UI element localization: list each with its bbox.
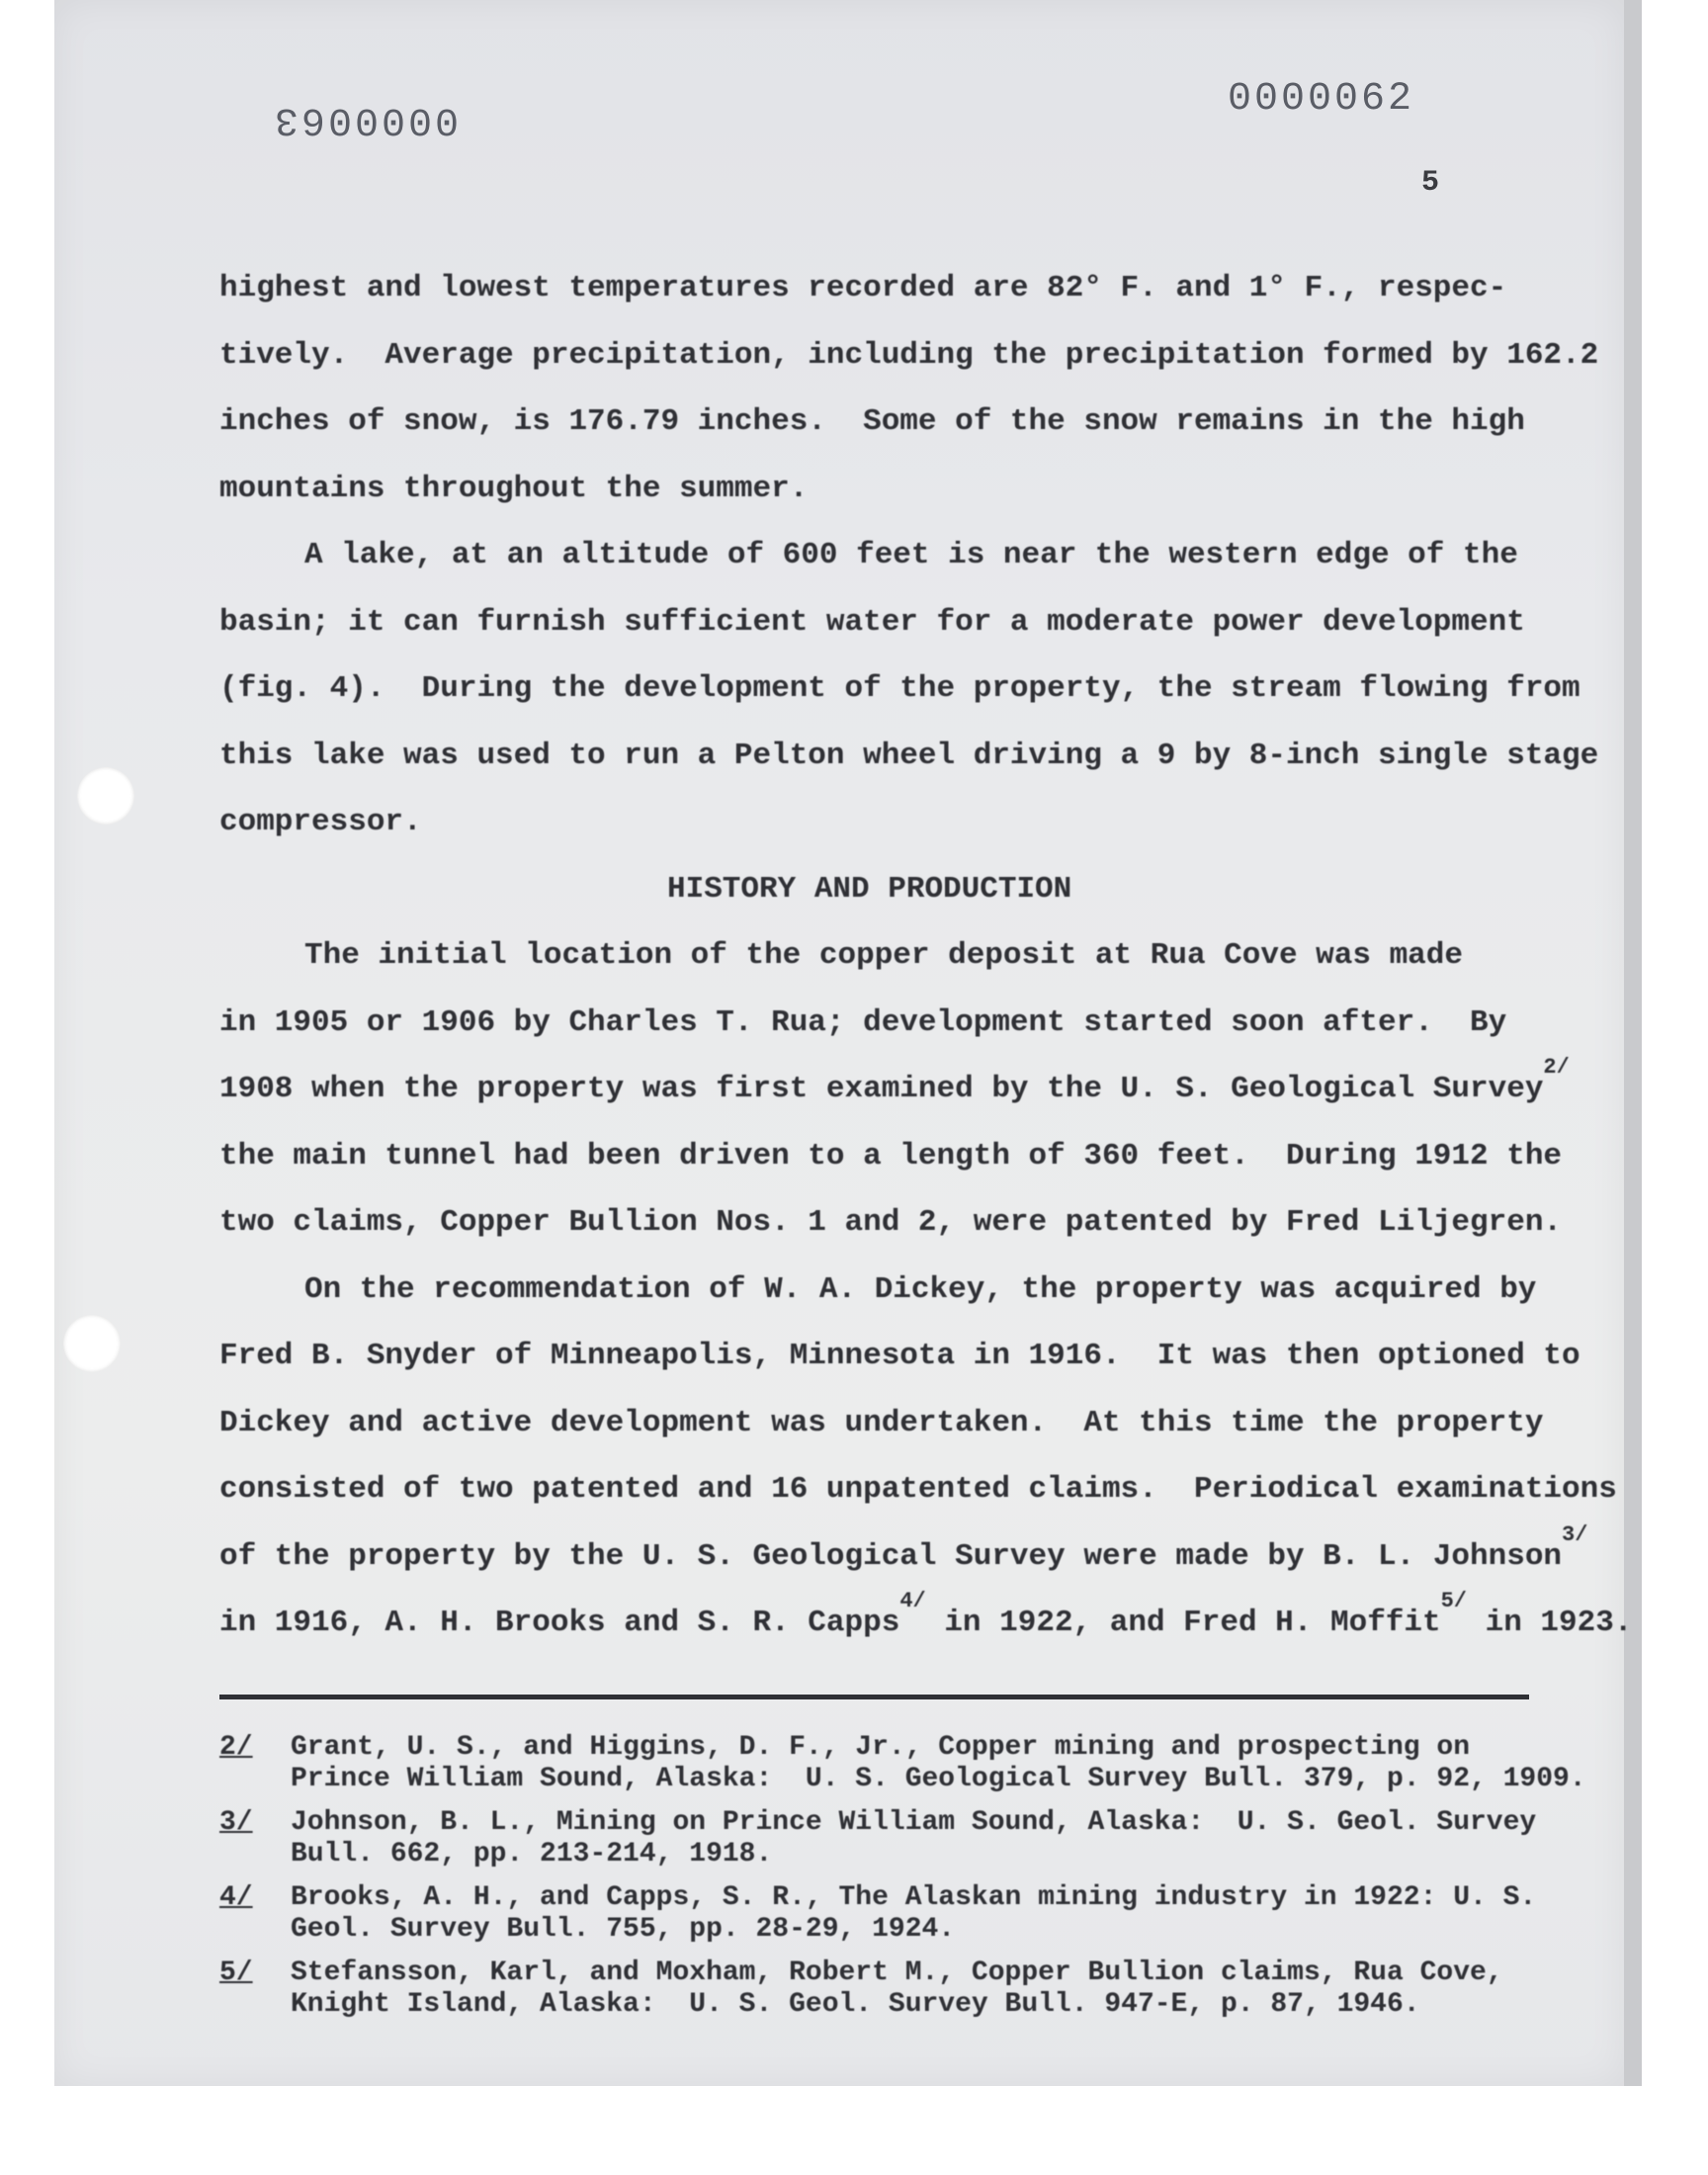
page-number: 5 bbox=[1421, 166, 1440, 200]
paragraph-line: A lake, at an altitude of 600 feet is near the western edge of the bbox=[304, 538, 1518, 572]
paragraph-line bbox=[219, 1055, 1570, 1127]
paragraph-line: two claims, Copper Bullion Nos. 1 and 2, were patented by Fred Liljegren. bbox=[219, 1205, 1563, 1240]
footnote-ref: 4/ bbox=[899, 1589, 926, 1613]
paragraph-line: Fred B. Snyder of Minneapolis, Minnesota in 1916. It was then optioned to bbox=[219, 1339, 1580, 1373]
footnote-text bbox=[291, 1807, 1603, 1870]
footnote-text bbox=[291, 1958, 1603, 2021]
paragraph-line: tively. Average precipitation, including the precipitation formed by 162.2 bbox=[219, 337, 1599, 373]
footnote-line: Prince William Sound, Alaska: U. S. Geological Survey Bull. 379, p. 92, 1909. bbox=[291, 1764, 1586, 1794]
section-heading: HISTORY AND PRODUCTION bbox=[667, 871, 1072, 907]
footnote bbox=[219, 1882, 1603, 1946]
paragraph-line: this lake was used to run a Pelton wheel driving a 9 by 8-inch single stage bbox=[219, 738, 1599, 773]
paragraph-line: The initial location of the copper deposit at Rua Cove was made bbox=[304, 938, 1463, 973]
paragraph-line: (fig. 4). During the development of the property, the stream flowing from bbox=[219, 671, 1580, 706]
paragraph-line: Dickey and active development was undertaken. At this time the property bbox=[219, 1405, 1544, 1440]
line-text: in 1922, and Fred H. Moffit bbox=[925, 1606, 1441, 1640]
body-text bbox=[219, 259, 1633, 1661]
punch-hole-lower bbox=[63, 1315, 121, 1372]
footnote-ref: 3/ bbox=[1562, 1522, 1588, 1547]
paragraph-line bbox=[219, 1589, 1633, 1661]
paragraph-line bbox=[219, 1522, 1588, 1595]
paragraph-line: compressor. bbox=[219, 805, 422, 839]
footnote-number: 3/ bbox=[219, 1807, 253, 1838]
paragraph-line: inches of snow, is 176.79 inches. Some of the snow remains in the high bbox=[219, 404, 1525, 439]
line-text: of the property by the U. S. Geological Survey were made by B. L. Johnson bbox=[219, 1538, 1563, 1574]
scan-edge bbox=[1624, 0, 1642, 2086]
serial-number: 0000062 bbox=[1228, 77, 1415, 122]
footnote-line: Geol. Survey Bull. 755, pp. 28-29, 1924. bbox=[291, 1914, 956, 1945]
footnote bbox=[219, 1958, 1603, 2021]
footnote-text bbox=[291, 1732, 1603, 1795]
footnote-ref: 2/ bbox=[1543, 1055, 1570, 1080]
footnote-ref: 5/ bbox=[1440, 1589, 1468, 1613]
punch-hole-upper bbox=[77, 767, 134, 825]
paragraph-line: in 1905 or 1906 by Charles T. Rua; development started soon after. By bbox=[219, 1004, 1507, 1040]
serial-number-inverted: 0000063 bbox=[272, 97, 460, 141]
paragraph-line: consisted of two patented and 16 unpatented claims. Periodical examinations bbox=[219, 1472, 1617, 1507]
paragraph-line: highest and lowest temperatures recorded are 82° F. and 1° F., respec- bbox=[219, 271, 1507, 305]
footnote bbox=[219, 1732, 1603, 1795]
footnote bbox=[219, 1807, 1603, 1870]
line-text: in 1916, A. H. Brooks and S. R. Capps bbox=[219, 1606, 900, 1640]
footnote-divider bbox=[219, 1695, 1529, 1699]
footnote-line: Knight Island, Alaska: U. S. Geol. Survey Bull. 947-E, p. 87, 1946. bbox=[291, 1989, 1420, 2020]
paragraph-line: basin; it can furnish sufficient water for a moderate power development bbox=[219, 604, 1525, 640]
paragraph-line: On the recommendation of W. A. Dickey, the property was acquired by bbox=[304, 1271, 1537, 1307]
line-text: in 1923. bbox=[1467, 1606, 1633, 1640]
footnote-number: 5/ bbox=[219, 1958, 253, 1988]
footnote-number: 2/ bbox=[219, 1732, 253, 1763]
footnote-line: Stefansson, Karl, and Moxham, Robert M., Copper Bullion claims, Rua Cove, bbox=[291, 1958, 1503, 1988]
paragraph-line: mountains throughout the summer. bbox=[219, 471, 809, 506]
line-text: 1908 when the property was first examined by the U. S. Geological Survey bbox=[219, 1072, 1544, 1106]
footnote-line: Brooks, A. H., and Capps, S. R., The Alaskan mining industry in 1922: U. S. bbox=[291, 1882, 1537, 1913]
paragraph-line: the main tunnel had been driven to a length of 360 feet. During 1912 the bbox=[219, 1138, 1563, 1174]
footnote-text bbox=[291, 1882, 1603, 1946]
footnote-line: Johnson, B. L., Mining on Prince William Sound, Alaska: U. S. Geol. Survey bbox=[291, 1807, 1537, 1838]
footnotes bbox=[219, 1732, 1603, 2033]
footnote-line: Bull. 662, pp. 213-214, 1918. bbox=[291, 1839, 773, 1870]
footnote-line: Grant, U. S., and Higgins, D. F., Jr., Copper mining and prospecting on bbox=[291, 1732, 1470, 1763]
footnote-number: 4/ bbox=[219, 1882, 253, 1913]
